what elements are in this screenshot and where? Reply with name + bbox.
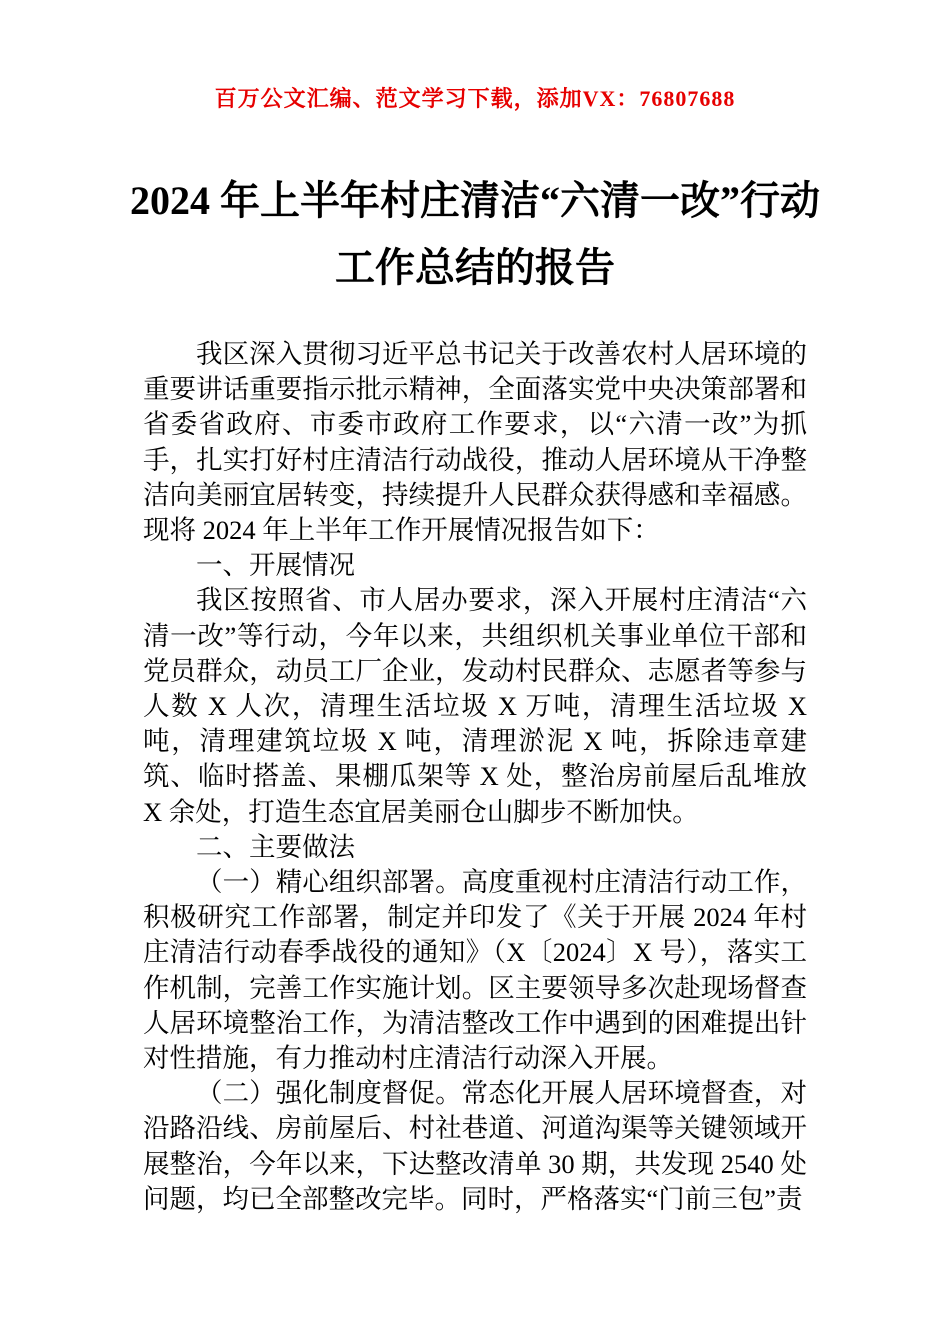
- document-title: [0, 167, 950, 301]
- paragraph-section2-item1: （一）精心组织部署。高度重视村庄清洁行动工作，积极研究工作部署，制定并印发了《关于开展 2024 年村庄清洁行动春季战役的通知》（X〔2024〕X 号），落实工作机制，完善工作实施计划。区主要领导多次赴现场督查人居环境整治工作，为清洁整改工作中遇到的困难提出针对性措施，有力推动村庄清洁行动深入开展。: [143, 867, 807, 1074]
- document-title-line1: 2024 年上半年村庄清洁“六清一改”行动: [130, 178, 820, 223]
- section-heading-1: 一、开展情况: [196, 550, 355, 581]
- paragraph-section2-item2: （二）强化制度督促。常态化开展人居环境督查，对沿路沿线、房前屋后、村社巷道、河道沟渠等关键领域开展整治，今年以来，下达整改清单 30 期，共发现 2540 处问题，均已全部整改完毕。同时，严格落实“门前三包”责: [143, 1078, 807, 1214]
- paragraph-intro: 我区深入贯彻习近平总书记关于改善农村人居环境的重要讲话重要指示批示精神，全面落实党中央决策部署和省委省政府、市委市政府工作要求，以“六清一改”为抓手，扎实打好村庄清洁行动战役，推动人居环境从干净整洁向美丽宜居转变，持续提升人民群众获得感和幸福感。现将 2024 年上半年工作开展情况报告如下：: [143, 339, 807, 546]
- document-body: [143, 337, 807, 1217]
- paragraph-section1: 我区按照省、市人居办要求，深入开展村庄清洁“六清一改”等行动，今年以来，共组织机关事业单位干部和党员群众，动员工厂企业，发动村民群众、志愿者等参与人数 X 人次，清理生活垃圾 X 万吨，清理生活垃圾 X 吨，清理建筑垃圾 X 吨，清理淤泥 X 吨，拆除违章建筑、临时搭盖、果棚瓜架等 X 处，整治房前屋后乱堆放 X 余处，打造生态宜居美丽仓山脚步不断加快。: [143, 585, 807, 827]
- document-title-line2: 工作总结的报告: [335, 245, 615, 290]
- promo-banner-text: 百万公文汇编、范文学习下载，添加VX：76807688: [214, 86, 736, 111]
- section-heading-2: 二、主要做法: [196, 831, 355, 862]
